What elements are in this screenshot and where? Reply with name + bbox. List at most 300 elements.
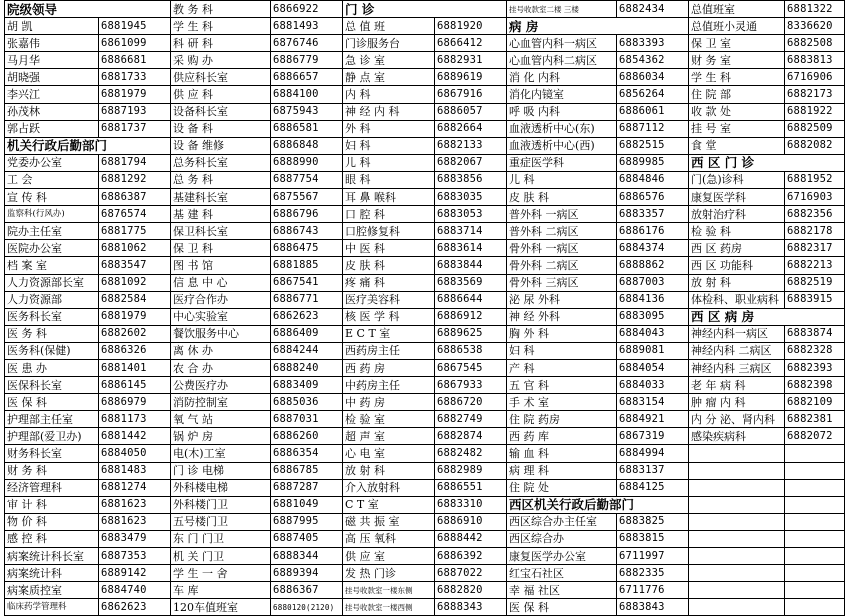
phone-number: 6881979 xyxy=(99,86,171,103)
empty-cell xyxy=(785,599,845,616)
phone-number: 6889394 xyxy=(271,565,343,582)
department-name: 医疗美容科 xyxy=(343,291,435,308)
table-row xyxy=(5,342,845,359)
phone-number: 6883714 xyxy=(435,223,507,240)
department-name: 氧 气 站 xyxy=(171,411,271,428)
department-name: 核 医 学 科 xyxy=(343,308,435,325)
phone-number: 6884921 xyxy=(617,411,689,428)
phone-number: 6856264 xyxy=(617,86,689,103)
department-name: 西药房主任 xyxy=(343,342,435,359)
phone-number: 6884244 xyxy=(271,342,343,359)
phone-number: 6882398 xyxy=(785,377,845,394)
phone-directory-table xyxy=(4,0,845,616)
department-name: 基建科长室 xyxy=(171,189,271,206)
phone-number: 6867545 xyxy=(435,359,507,376)
table-row xyxy=(5,308,845,325)
department-name: 感 控 科 xyxy=(5,530,99,547)
phone-number: 6886657 xyxy=(271,69,343,86)
phone-number: 6711997 xyxy=(617,548,689,565)
phone-number: 6884043 xyxy=(617,325,689,342)
department-name: 采 购 办 xyxy=(171,52,271,69)
empty-cell xyxy=(689,445,785,462)
phone-number: 6887405 xyxy=(271,530,343,547)
empty-cell xyxy=(689,513,785,530)
empty-cell xyxy=(785,513,845,530)
phone-number: 6886581 xyxy=(271,120,343,137)
department-name: 公费医疗办 xyxy=(171,377,271,394)
table-row xyxy=(5,325,845,342)
table-row xyxy=(5,1,845,18)
empty-cell xyxy=(785,462,845,479)
phone-number: 6866412 xyxy=(435,35,507,52)
department-name: 收 款 处 xyxy=(689,103,785,120)
phone-number: 6886475 xyxy=(271,240,343,257)
department-name: 设 备 维修 xyxy=(171,137,271,154)
department-name: 病 理 科 xyxy=(507,462,617,479)
phone-number: 6881322 xyxy=(785,1,845,18)
department-name: 马月华 xyxy=(5,52,99,69)
department-name: 门(急)诊科 xyxy=(689,171,785,188)
phone-number: 6881920 xyxy=(435,18,507,35)
phone-number: 6884374 xyxy=(617,240,689,257)
table-row xyxy=(5,394,845,411)
phone-number: 6882356 xyxy=(785,206,845,223)
phone-number: 6889619 xyxy=(435,69,507,86)
phone-number: 6884846 xyxy=(617,171,689,188)
empty-cell xyxy=(785,479,845,496)
department-name: 教 务 科 xyxy=(171,1,271,18)
department-name: 高 压 氧科 xyxy=(343,530,435,547)
phone-number: 6882584 xyxy=(99,291,171,308)
phone-number: 6883843 xyxy=(617,599,689,616)
table-row xyxy=(5,599,845,616)
phone-number: 6883915 xyxy=(785,291,845,308)
phone-number: 6883874 xyxy=(785,325,845,342)
phone-number: 6882109 xyxy=(785,394,845,411)
table-row xyxy=(5,137,845,154)
phone-number: 6882519 xyxy=(785,274,845,291)
department-name: 放射治疗科 xyxy=(689,206,785,223)
department-name: 消化内镜室 xyxy=(507,86,617,103)
department-name: 感染疾病科 xyxy=(689,428,785,445)
department-name: 基 建 科 xyxy=(171,206,271,223)
department-name: C T 室 xyxy=(343,496,435,513)
department-name: 保 卫 科 xyxy=(171,240,271,257)
department-name: 病案质控室 xyxy=(5,582,99,599)
table-row xyxy=(5,496,845,513)
empty-cell xyxy=(785,530,845,547)
table-row xyxy=(5,35,845,52)
department-name: 挂号收款室二楼 三楼 xyxy=(507,1,617,18)
department-name: 西 区 功能科 xyxy=(689,257,785,274)
phone-number: 6881623 xyxy=(99,513,171,530)
phone-number: 6880120(2120) xyxy=(271,599,343,616)
department-name: 神 经 外科 xyxy=(507,308,617,325)
department-name: 电(木)工室 xyxy=(171,445,271,462)
phone-number: 6882067 xyxy=(435,154,507,171)
phone-number: 6867933 xyxy=(435,377,507,394)
section-header: 门 诊 xyxy=(343,1,507,18)
phone-number: 6887193 xyxy=(99,103,171,120)
phone-number: 6882133 xyxy=(435,137,507,154)
department-name: 放 射 科 xyxy=(689,274,785,291)
table-row xyxy=(5,445,845,462)
department-name: 张嘉伟 xyxy=(5,35,99,52)
phone-number: 6883825 xyxy=(617,513,689,530)
phone-number: 6883154 xyxy=(617,394,689,411)
department-name: 院办主任室 xyxy=(5,223,99,240)
table-row xyxy=(5,154,845,171)
phone-number: 6881922 xyxy=(785,103,845,120)
empty-cell xyxy=(785,548,845,565)
department-name: 西区综合办主任室 xyxy=(507,513,617,530)
phone-number: 6886260 xyxy=(271,428,343,445)
department-name: 住 院 处 xyxy=(507,479,617,496)
table-row xyxy=(5,189,845,206)
department-name: 红宝石社区 xyxy=(507,565,617,582)
department-name: 保卫科长室 xyxy=(171,223,271,240)
department-name: 疼 痛 科 xyxy=(343,274,435,291)
department-name: 妇 科 xyxy=(343,137,435,154)
department-name: 医 患 办 xyxy=(5,359,99,376)
department-name: 物 价 科 xyxy=(5,513,99,530)
department-name: 介入放射科 xyxy=(343,479,435,496)
department-name: 病案统计科长室 xyxy=(5,548,99,565)
department-name: 急 诊 室 xyxy=(343,52,435,69)
phone-number: 6883095 xyxy=(617,308,689,325)
department-name: 设备科长室 xyxy=(171,103,271,120)
phone-number: 6889625 xyxy=(435,325,507,342)
department-name: 离 休 办 xyxy=(171,342,271,359)
phone-number: 6887003 xyxy=(617,274,689,291)
phone-number: 6887112 xyxy=(617,120,689,137)
phone-number: 6876574 xyxy=(99,206,171,223)
department-name: 档 案 室 xyxy=(5,257,99,274)
department-name: 护理部主任室 xyxy=(5,411,99,428)
department-name: 检 验 室 xyxy=(343,411,435,428)
phone-number: 6884125 xyxy=(617,479,689,496)
department-name: 胡 凯 xyxy=(5,18,99,35)
phone-number: 6886392 xyxy=(435,548,507,565)
department-name: 外科楼电梯 xyxy=(171,479,271,496)
department-name: 产 科 xyxy=(507,359,617,376)
table-row xyxy=(5,411,845,428)
phone-number: 6883035 xyxy=(435,189,507,206)
department-name: 放 射 科 xyxy=(343,462,435,479)
department-name: 孙茂林 xyxy=(5,103,99,120)
table-row xyxy=(5,582,845,599)
table-row xyxy=(5,223,845,240)
phone-number: 6884740 xyxy=(99,582,171,599)
phone-number: 6883409 xyxy=(271,377,343,394)
phone-number: 6716903 xyxy=(785,189,845,206)
department-name: 外 科 xyxy=(343,120,435,137)
phone-number: 6888344 xyxy=(271,548,343,565)
phone-number: 6882664 xyxy=(435,120,507,137)
department-name: 心血管内科一病区 xyxy=(507,35,617,52)
department-name: 挂号收款室一楼东侧 xyxy=(343,582,435,599)
phone-number: 6861099 xyxy=(99,35,171,52)
department-name: 外科楼门卫 xyxy=(171,496,271,513)
empty-cell xyxy=(689,599,785,616)
phone-number: 6881945 xyxy=(99,18,171,35)
phone-number: 6886644 xyxy=(435,291,507,308)
department-name: 康复医学办公室 xyxy=(507,548,617,565)
department-name: 手 术 室 xyxy=(507,394,617,411)
phone-number: 6716906 xyxy=(785,69,845,86)
department-name: 西 药 库 xyxy=(507,428,617,445)
phone-number: 6854362 xyxy=(617,52,689,69)
department-name: 神经内科 三病区 xyxy=(689,359,785,376)
phone-number: 6886720 xyxy=(435,394,507,411)
phone-number: 6888240 xyxy=(271,359,343,376)
table-row xyxy=(5,171,845,188)
section-header: 病 房 xyxy=(507,18,689,35)
phone-number: 6887995 xyxy=(271,513,343,530)
department-name: 总值班室 xyxy=(689,1,785,18)
phone-number: 6884054 xyxy=(617,359,689,376)
phone-number: 6886367 xyxy=(271,582,343,599)
phone-number: 6886387 xyxy=(99,189,171,206)
department-name: 口腔修复科 xyxy=(343,223,435,240)
department-name: 东 门 门卫 xyxy=(171,530,271,547)
phone-number: 6886176 xyxy=(617,223,689,240)
phone-number: 6883357 xyxy=(617,206,689,223)
phone-number: 6882317 xyxy=(785,240,845,257)
phone-number: 6886848 xyxy=(271,137,343,154)
table-row xyxy=(5,359,845,376)
department-name: 挂号收款室一楼西侧 xyxy=(343,599,435,616)
empty-cell xyxy=(689,565,785,582)
department-name: 重症医学科 xyxy=(507,154,617,171)
phone-number: 6886551 xyxy=(435,479,507,496)
table-row xyxy=(5,18,845,35)
phone-number: 6881442 xyxy=(99,428,171,445)
phone-number: 6881733 xyxy=(99,69,171,86)
department-name: 中心实验室 xyxy=(171,308,271,325)
phone-number: 6886681 xyxy=(99,52,171,69)
department-name: 西 药 房 xyxy=(343,359,435,376)
department-name: 车 库 xyxy=(171,582,271,599)
department-name: 超 声 室 xyxy=(343,428,435,445)
department-name: 西区综合办 xyxy=(507,530,617,547)
table-row xyxy=(5,52,845,69)
department-name: 供 应 室 xyxy=(343,548,435,565)
department-name: 骨外科 三病区 xyxy=(507,274,617,291)
department-name: 李兴江 xyxy=(5,86,99,103)
department-name: 党委办公室 xyxy=(5,154,99,171)
phone-number: 6886061 xyxy=(617,103,689,120)
section-header: 院级领导 xyxy=(5,1,171,18)
phone-number: 6888862 xyxy=(617,257,689,274)
phone-number: 6884994 xyxy=(617,445,689,462)
department-name: 中药房主任 xyxy=(343,377,435,394)
phone-number: 6887754 xyxy=(271,171,343,188)
table-row xyxy=(5,103,845,120)
department-name: 财 务 科 xyxy=(5,462,99,479)
phone-number: 6876746 xyxy=(271,35,343,52)
phone-number: 6881493 xyxy=(271,18,343,35)
phone-number: 6882874 xyxy=(435,428,507,445)
phone-number: 6887353 xyxy=(99,548,171,565)
phone-number: 6882434 xyxy=(617,1,689,18)
department-name: 学 生 一 舍 xyxy=(171,565,271,582)
phone-number: 6875567 xyxy=(271,189,343,206)
department-name: 学 生 科 xyxy=(689,69,785,86)
department-name: 儿 科 xyxy=(507,171,617,188)
department-name: 消 化 内科 xyxy=(507,69,617,86)
section-header: 机关行政后勤部门 xyxy=(5,137,171,154)
phone-number: 6882072 xyxy=(785,428,845,445)
department-name: 消防控制室 xyxy=(171,394,271,411)
phone-number: 6886743 xyxy=(271,223,343,240)
department-name: 医 保 科 xyxy=(5,394,99,411)
phone-number: 6711776 xyxy=(617,582,689,599)
department-name: 磁 共 振 室 xyxy=(343,513,435,530)
department-name: 妇 科 xyxy=(507,342,617,359)
phone-number: 6875943 xyxy=(271,103,343,120)
section-header: 西区机关行政后勤部门 xyxy=(507,496,689,513)
phone-number: 6883393 xyxy=(617,35,689,52)
phone-number: 6882381 xyxy=(785,411,845,428)
phone-number: 6883569 xyxy=(435,274,507,291)
department-name: 体检科、职业病科 xyxy=(689,291,785,308)
department-name: 总值班小灵通 xyxy=(689,18,785,35)
department-name: 心血管内科二病区 xyxy=(507,52,617,69)
table-row xyxy=(5,548,845,565)
phone-number: 6862623 xyxy=(271,308,343,325)
phone-number: 6883547 xyxy=(99,257,171,274)
table-row xyxy=(5,377,845,394)
department-name: 普外科 一病区 xyxy=(507,206,617,223)
phone-number: 6886576 xyxy=(617,189,689,206)
department-name: 科 研 科 xyxy=(171,35,271,52)
empty-cell xyxy=(689,582,785,599)
empty-cell xyxy=(785,582,845,599)
phone-number: 6881737 xyxy=(99,120,171,137)
department-name: 护理部(爱卫办) xyxy=(5,428,99,445)
phone-number: 6881173 xyxy=(99,411,171,428)
department-name: 眼 科 xyxy=(343,171,435,188)
department-name: 财务科长室 xyxy=(5,445,99,462)
department-name: 中 药 房 xyxy=(343,394,435,411)
department-name: 人力资源部 xyxy=(5,291,99,308)
phone-number: 6883137 xyxy=(617,462,689,479)
phone-number: 6862623 xyxy=(99,599,171,616)
phone-number: 6888990 xyxy=(271,154,343,171)
department-name: 血液透析中心(东) xyxy=(507,120,617,137)
phone-number: 6886326 xyxy=(99,342,171,359)
phone-number: 6886145 xyxy=(99,377,171,394)
department-name: 泌 尿 外科 xyxy=(507,291,617,308)
department-name: 保 卫 室 xyxy=(689,35,785,52)
phone-number: 6881292 xyxy=(99,171,171,188)
phone-number: 6882509 xyxy=(785,120,845,137)
section-header: 西 区 病 房 xyxy=(689,308,845,325)
empty-cell xyxy=(689,496,785,513)
phone-number: 6883856 xyxy=(435,171,507,188)
phone-number: 6887022 xyxy=(435,565,507,582)
phone-number: 6889081 xyxy=(617,342,689,359)
department-name: 宣 传 科 xyxy=(5,189,99,206)
phone-number: 6882508 xyxy=(785,35,845,52)
phone-number: 6886057 xyxy=(435,103,507,120)
department-name: 120车值班室 xyxy=(171,599,271,616)
empty-cell xyxy=(689,548,785,565)
department-name: 医 务 科 xyxy=(5,325,99,342)
department-name: 财 务 室 xyxy=(689,52,785,69)
phone-number: 6881274 xyxy=(99,479,171,496)
department-name: E C T 室 xyxy=(343,325,435,342)
department-name: 医保科长室 xyxy=(5,377,99,394)
department-name: 骨外科 一病区 xyxy=(507,240,617,257)
department-name: 临床药学管理科 xyxy=(5,599,99,616)
phone-number: 6884100 xyxy=(271,86,343,103)
table-row xyxy=(5,206,845,223)
department-name: 血液透析中心(西) xyxy=(507,137,617,154)
table-row xyxy=(5,428,845,445)
phone-number: 6883844 xyxy=(435,257,507,274)
table-row xyxy=(5,462,845,479)
department-name: 郭占跃 xyxy=(5,120,99,137)
department-name: 医院办公室 xyxy=(5,240,99,257)
department-name: 康复医学科 xyxy=(689,189,785,206)
phone-number: 6886409 xyxy=(271,325,343,342)
department-name: 图 书 馆 xyxy=(171,257,271,274)
department-name: 医 保 科 xyxy=(507,599,617,616)
phone-number: 6884033 xyxy=(617,377,689,394)
phone-number: 6887031 xyxy=(271,411,343,428)
phone-number: 6886912 xyxy=(435,308,507,325)
department-name: 静 点 室 xyxy=(343,69,435,86)
department-name: 医务科长室 xyxy=(5,308,99,325)
table-row xyxy=(5,69,845,86)
empty-cell xyxy=(785,565,845,582)
department-name: 肿 瘤 内 科 xyxy=(689,394,785,411)
table-row xyxy=(5,513,845,530)
phone-number: 6881794 xyxy=(99,154,171,171)
department-name: 农 合 办 xyxy=(171,359,271,376)
department-name: 工 会 xyxy=(5,171,99,188)
phone-number: 6882989 xyxy=(435,462,507,479)
phone-number: 6888442 xyxy=(435,530,507,547)
department-name: 口 腔 科 xyxy=(343,206,435,223)
phone-number: 6867541 xyxy=(271,274,343,291)
department-name: 神经内科 二病区 xyxy=(689,342,785,359)
phone-number: 6881483 xyxy=(99,462,171,479)
department-name: 耳 鼻 喉科 xyxy=(343,189,435,206)
department-name: 总 务 科 xyxy=(171,171,271,188)
department-name: 心 电 室 xyxy=(343,445,435,462)
department-name: 医务科(保健) xyxy=(5,342,99,359)
phone-number: 6889985 xyxy=(617,154,689,171)
phone-number: 6886538 xyxy=(435,342,507,359)
phone-number: 6881775 xyxy=(99,223,171,240)
phone-number: 6866922 xyxy=(271,1,343,18)
phone-number: 8336620 xyxy=(785,18,845,35)
phone-number: 6882931 xyxy=(435,52,507,69)
phone-number: 6887287 xyxy=(271,479,343,496)
phone-number: 6882515 xyxy=(617,137,689,154)
department-name: 门诊服务台 xyxy=(343,35,435,52)
empty-cell xyxy=(689,462,785,479)
department-name: 机 关 门卫 xyxy=(171,548,271,565)
department-name: 住 院 药房 xyxy=(507,411,617,428)
department-name: 门 诊 电梯 xyxy=(171,462,271,479)
department-name: 供应科长室 xyxy=(171,69,271,86)
department-name: 神经内科一病区 xyxy=(689,325,785,342)
department-name: 胸 外 科 xyxy=(507,325,617,342)
